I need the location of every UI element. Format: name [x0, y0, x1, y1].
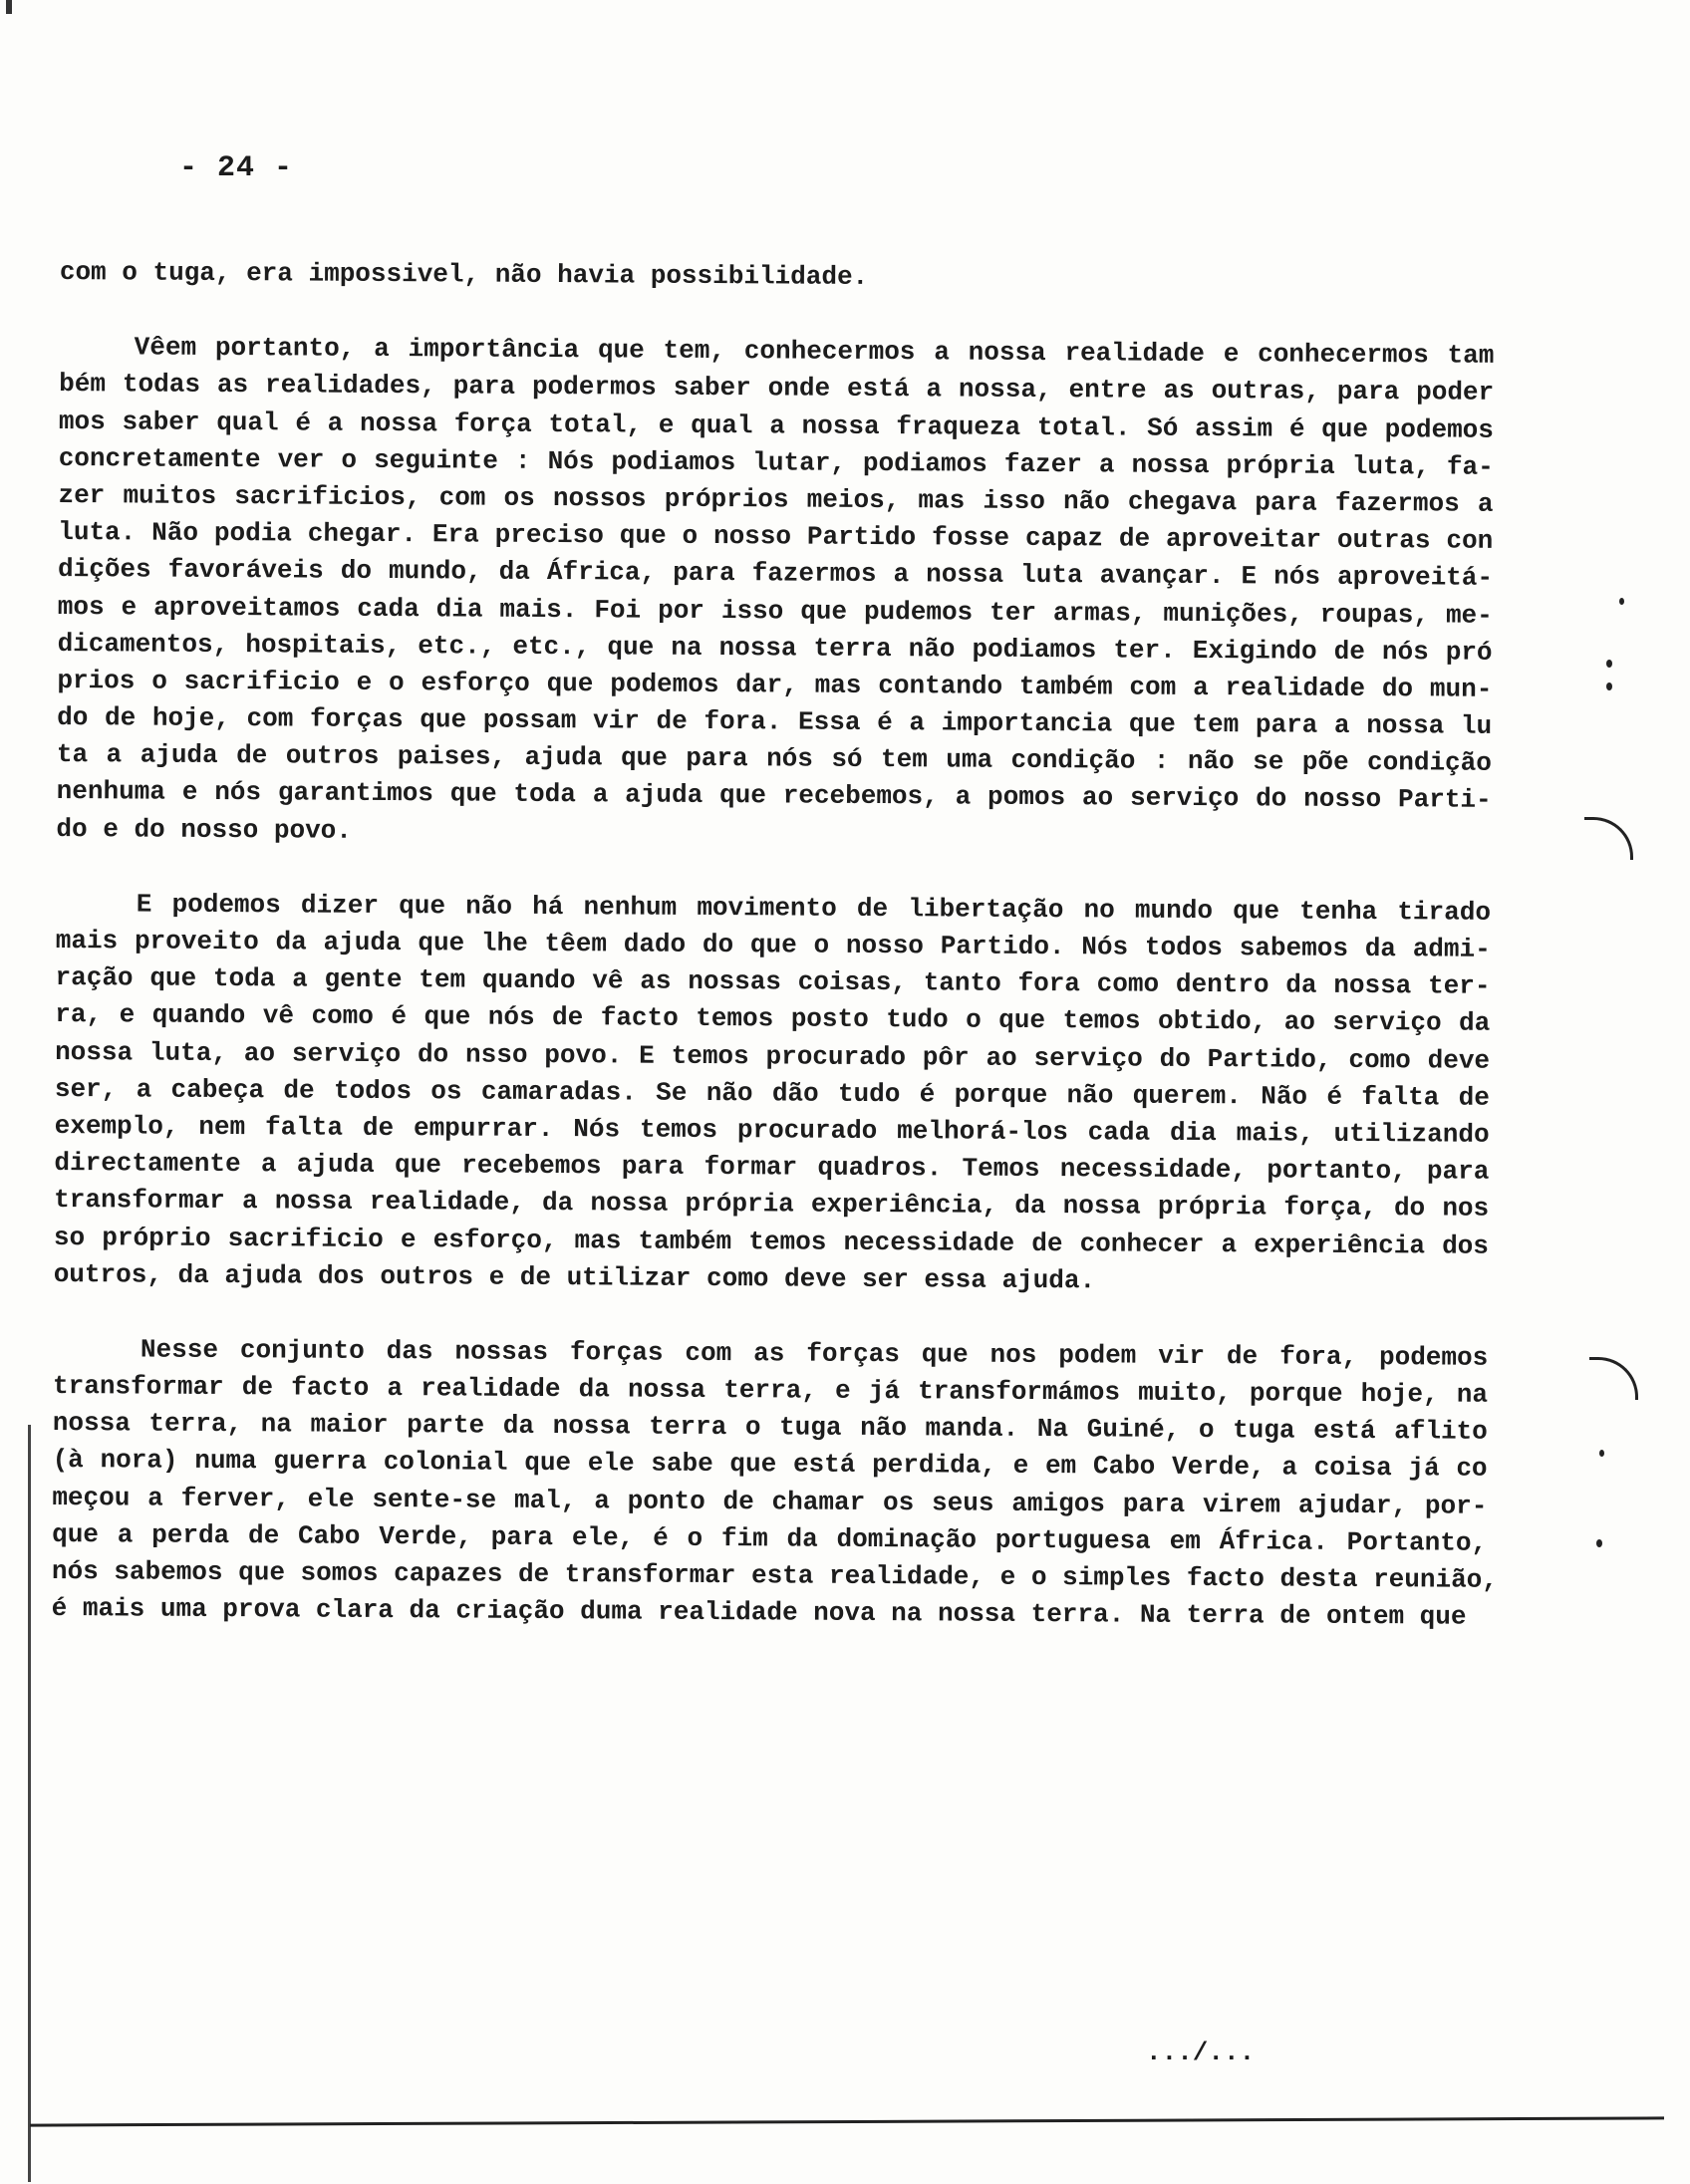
text-line: E podemos dizer que não há nenhum movimento de libertação no mundo que tenha tirado [55, 888, 1492, 928]
text-line: concretamente ver o seguinte : Nós podiamos lutar, podiamos fazer a nossa própria luta, fa- [58, 442, 1494, 482]
text-line: nossa terra, na maior parte da nossa terra o tuga não manda. Na Guiné, o tuga está aflito [52, 1408, 1488, 1448]
continuation-mark: .../... [1146, 2038, 1256, 2067]
text-line: transformar de facto a realidade da nossa terra, e já transformámos muito, porque hoje, na [52, 1371, 1489, 1410]
text-line: nós sabemos que somos capazes de transformar esta realidade, e o simples facto desta reunião, [51, 1555, 1499, 1595]
text-line: mos saber qual é a nossa força total, e qual a nossa fraqueza total. Só assim é que podemos [58, 406, 1495, 445]
text-line: ra, e quando vê como é que nós de facto temos posto tudo o que temos obtido, ao serviço da [55, 999, 1491, 1039]
text-line: que a perda de Cabo Verde, para ele, é o fim da dominação portuguesa em África. Portanto, [52, 1518, 1488, 1558]
text-line: do e do nosso povo. [56, 813, 353, 846]
text-line: (à nora) numa guerra colonial que ele sabe que está perdida, e em Cabo Verde, a coisa já co [52, 1445, 1488, 1485]
text-line: mos e aproveitamos cada dia mais. Foi por isso que pudemos ter armas, munições, roupas, me- [57, 591, 1493, 631]
scan-speck [1596, 1539, 1602, 1547]
scan-speck [1606, 660, 1612, 668]
text-line: é mais uma prova clara da criação duma realidade nova na nossa terra. Na terra de ontem que [51, 1593, 1467, 1632]
text-line: dicamentos, hospitais, etc., etc., que na nossa terra não podiamos ter. Exigindo de nós pró [57, 628, 1493, 668]
text-line: exemplo, nem falta de empurrar. Nós temos procurado melhorá-los cada dia mais, utilizando [54, 1110, 1490, 1150]
text-line: ser, a cabeça de todos os camaradas. Se não dão tudo é porque não querem. Não é falta de [54, 1073, 1490, 1113]
text-line: prios o sacrificio e o esforço que podemos dar, mas contando também com a realidade do mun- [57, 665, 1493, 704]
text-line: do de hoje, com forças que possam vir de fora. Essa é a importancia que tem para a nossa lu [57, 702, 1493, 741]
text-line: transformar a nossa realidade, da nossa própria experiência, da nossa própria força, do nos [54, 1185, 1490, 1225]
page-number: - 24 - [179, 151, 294, 185]
text-line: zer muitos sacrificios, com os nossos próprios meios, mas isso não chegava para fazermos a [58, 479, 1494, 519]
page-edge-line [28, 1425, 31, 2182]
text-line: mais proveito da ajuda que lhe têem dado do que o nosso Partido. Nós todos sabemos da admi- [55, 925, 1491, 964]
text-line: nossa luta, ao serviço do nsso povo. E temos procurado pôr ao serviço do Partido, como deve [55, 1036, 1491, 1076]
text-line: bém todas as realidades, para podermos saber onde está a nossa, entre as outras, para poder [59, 369, 1495, 409]
text-line: ração que toda a gente tem quando vê as nossas coisas, tanto fora como dentro da nossa ter- [55, 962, 1491, 1001]
document-body [51, 254, 1499, 1636]
page-bottom-line [30, 2116, 1664, 2126]
scan-speck [1619, 598, 1624, 605]
text-line: Nesse conjunto das nossas forças com as forças que nos podem vir de fora, podemos [53, 1333, 1489, 1373]
text-line: so próprio sacrificio e esforço, mas também temos necessidade de conhecer a experiência dos [53, 1222, 1490, 1261]
text-line: dições favoráveis do mundo, da África, para fazermos a nossa luta avançar. E nós aproveitá- [57, 554, 1494, 594]
scan-speck [1599, 1450, 1604, 1457]
text-line: com o tuga, era impossivel, não havia possibilidade. [59, 256, 869, 292]
text-line: nenhuma e nós garantimos que toda a ajuda que recebemos, a pomos ao serviço do nosso Parti- [56, 776, 1492, 816]
text-line: Vêem portanto, a importância que tem, conhecermos a nossa realidade e conhecermos tam [59, 332, 1495, 371]
text-line: meçou a ferver, ele sente-se mal, a ponto de chamar os seus amigos para virem ajudar, por- [52, 1482, 1488, 1521]
punch-hole-mark [1589, 1357, 1638, 1400]
scan-speck [1606, 682, 1612, 690]
text-line: luta. Não podia chegar. Era preciso que o nosso Partido fosse capaz de aproveitar outras con [58, 517, 1494, 556]
punch-hole-mark [1584, 817, 1633, 860]
text-line: directamente a ajuda que recebemos para formar quadros. Temos necessidade, portanto, para [54, 1148, 1490, 1187]
text-line: outros, da ajuda dos outros e de utilizar como deve ser essa ajuda. [53, 1258, 1096, 1296]
text-line: ta a ajuda de outros paises, ajuda que para nós só tem uma condição : não se põe condição [56, 739, 1492, 779]
scan-mark [6, 0, 12, 14]
